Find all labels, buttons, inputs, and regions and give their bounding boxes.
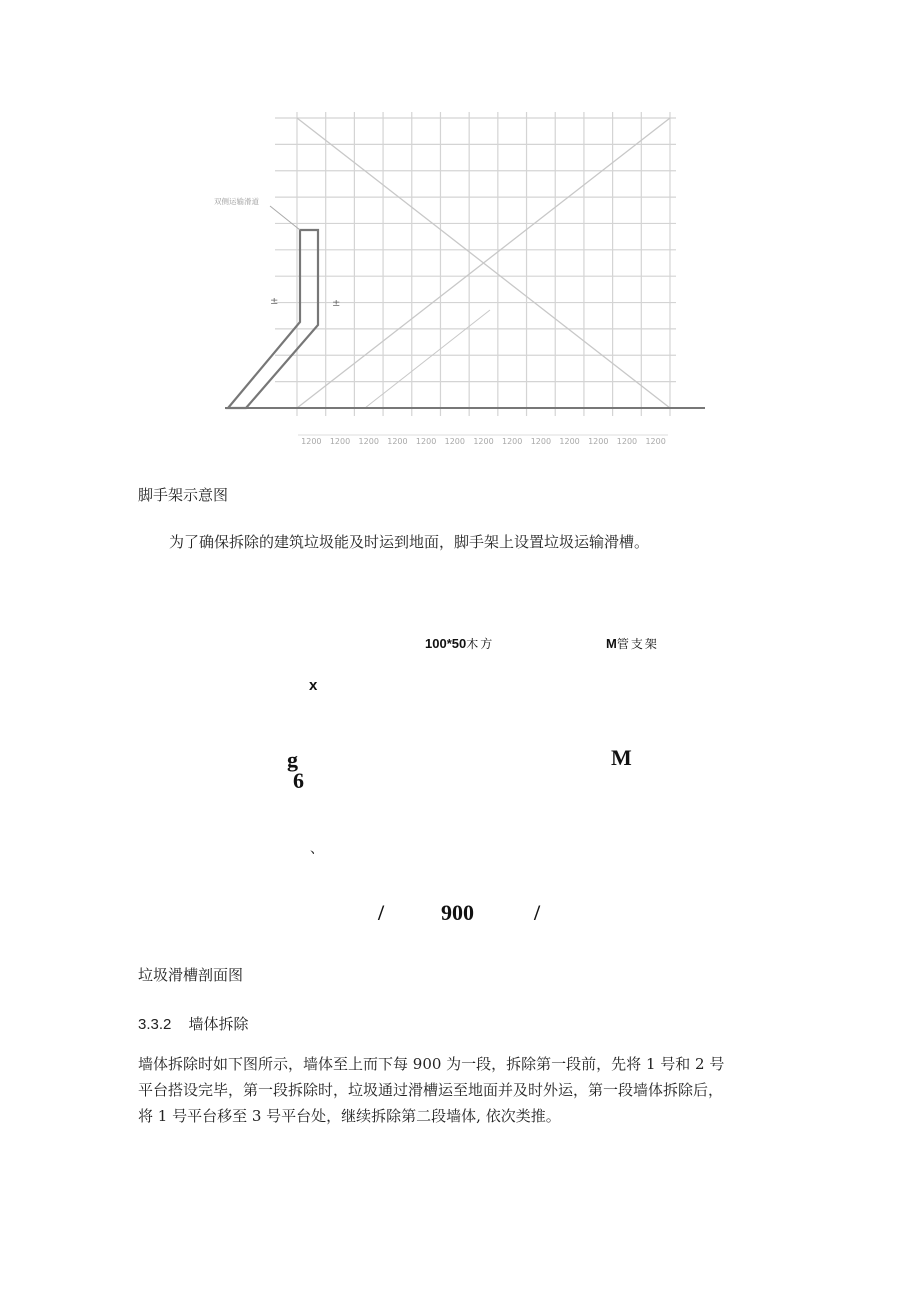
bay-label: 1200 — [444, 437, 465, 446]
diagonal-brace — [365, 310, 490, 408]
mark-6: 6 — [293, 768, 304, 793]
pipe-text: 管支架 — [616, 637, 659, 651]
bay-label: 1200 — [387, 437, 408, 446]
slash-left: / — [378, 900, 385, 925]
bay-label: 1200 — [301, 437, 322, 446]
bay-label: 1200 — [616, 437, 638, 446]
bay-label: 1200 — [502, 437, 523, 446]
section-number: 3.3.2 — [138, 1016, 172, 1033]
mark-g: g — [287, 747, 298, 772]
bay-label: 1200 — [588, 437, 609, 446]
section-heading — [138, 1013, 248, 1034]
bay-label: 1200 — [473, 437, 494, 446]
chute-annotation: 双侧运输滑道 — [214, 197, 259, 206]
slash-right: / — [534, 900, 541, 925]
body-line: 将 1 号平台移至 3 号平台处，继续拆除第二段墙体, 依次类推。 — [138, 1107, 561, 1125]
body-line: 平台搭设完毕，第一段拆除时，垃圾通过滑槽运至地面并及时外运，第一段墙体拆除后， — [138, 1081, 724, 1099]
bay-label: 1200 — [530, 437, 552, 446]
bay-label: 1200 — [329, 437, 351, 446]
scaffold-diagram — [200, 100, 720, 460]
pipe-label — [606, 633, 659, 652]
annotation-leader — [270, 206, 300, 230]
pipe-m: M — [606, 636, 617, 651]
scaffold-grid — [275, 112, 676, 416]
mark-x: x — [309, 677, 318, 694]
wood-size: 100*50 — [425, 636, 467, 651]
figure2-caption: 垃圾滑槽剖面图 — [138, 966, 244, 984]
bay-label: 1200 — [415, 437, 437, 446]
mark-M: M — [611, 745, 632, 770]
section-title: 墙体拆除 — [188, 1015, 249, 1033]
level-mark-left: ± — [270, 296, 279, 307]
bay-label: 1200 — [559, 437, 580, 446]
bay-label: 1200 — [645, 437, 666, 446]
intro-paragraph: 为了确保拆除的建筑垃圾能及时运到地面，脚手架上设置垃圾运输滑槽。 — [169, 533, 650, 551]
wood-text: 木方 — [466, 637, 495, 651]
figure1-caption: 脚手架示意图 — [138, 486, 229, 504]
dimension-900: 900 — [441, 900, 474, 925]
mark-tick: 、 — [310, 841, 324, 857]
bay-dimension-labels — [301, 437, 666, 446]
level-mark-right: ± — [332, 298, 341, 309]
bay-label: 1200 — [358, 437, 379, 446]
body-line: 墙体拆除时如下图所示，墙体至上而下每 900 为一段，拆除第一段前，先将 1 号和 2 号 — [138, 1055, 725, 1073]
wood-label — [425, 633, 494, 652]
